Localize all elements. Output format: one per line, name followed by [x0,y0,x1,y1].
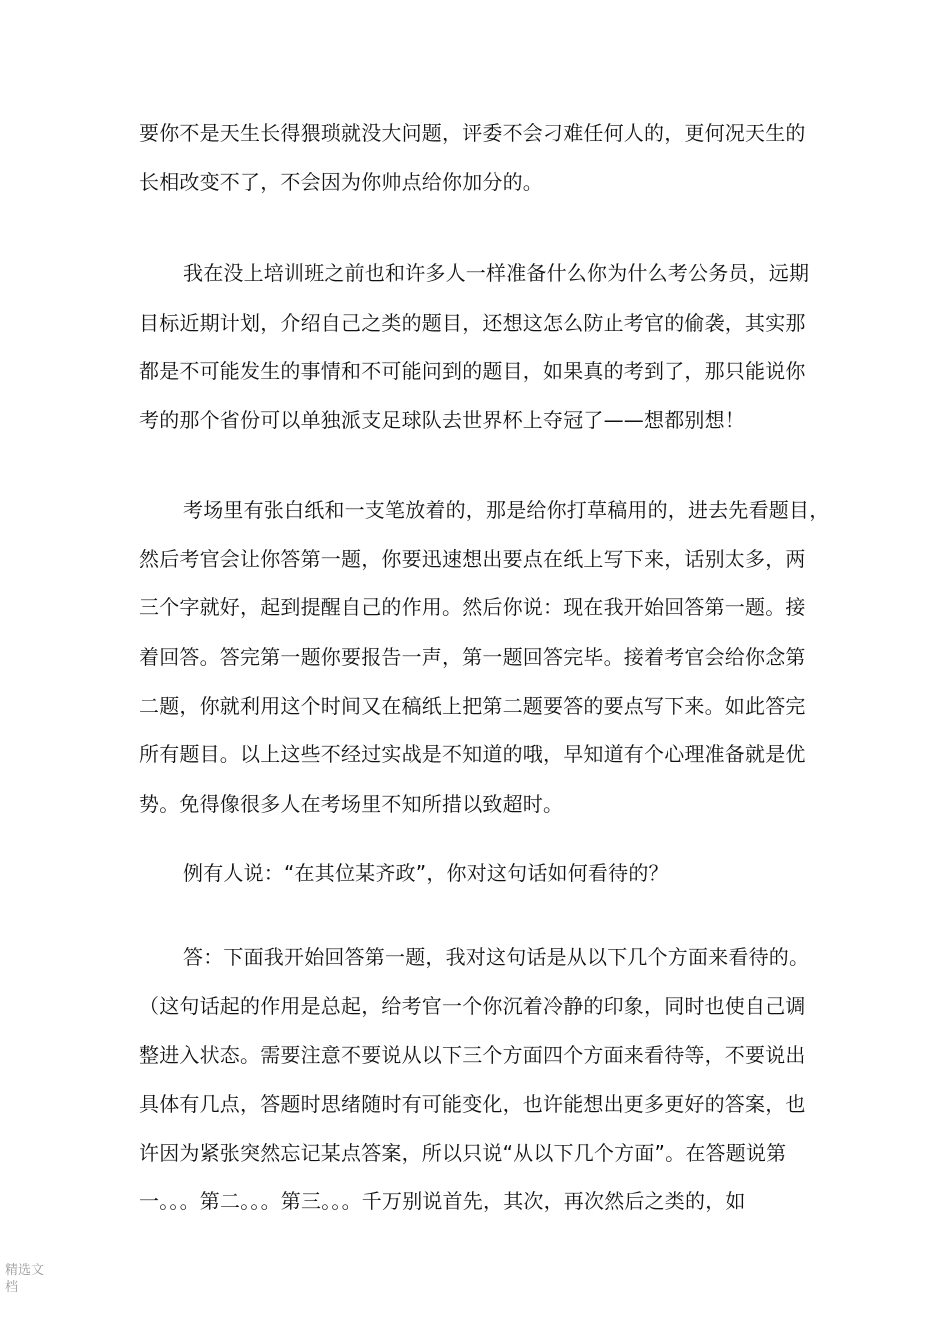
text-line: 具体有几点，答题时思绪随时有可能变化，也许能想出更多更好的答案，也 [139,1092,806,1116]
watermark-text: 精选文档 [5,1263,45,1295]
text-line: 答：下面我开始回答第一题，我对这句话是从以下几个方面来看待的。 [183,945,810,969]
text-line: 许因为紧张突然忘记某点答案，所以只说“从以下几个方面”。在答题说第 [139,1141,787,1165]
text-line: 都是不可能发生的事情和不可能问到的题目，如果真的考到了，那只能说你 [139,359,806,383]
text-line: （这句话起的作用是总起，给考官一个你沉着冷静的印象，同时也使自己调 [139,994,806,1018]
text-line: 我在没上培训班之前也和许多人一样准备什么你为什么考公务员，远期 [183,261,810,285]
text-line: 考场里有张白纸和一支笔放着的，那是给你打草稿用的，进去先看题目， [183,498,830,522]
text-line: 二题，你就利用这个时间又在稿纸上把第二题要答的要点写下来。如此答完 [139,694,806,718]
text-line: 势。免得像很多人在考场里不知所措以致超时。 [139,792,564,816]
text-line: 考的那个省份可以单独派支足球队去世界杯上夺冠了——想都别想！ [139,408,745,432]
text-line: 一。。。第二。。。第三。。。千万别说首先，其次，再次然后之类的，如 [139,1189,746,1213]
text-line: 例有人说：“在其位某齐政”，你对这句话如何看待的？ [183,861,669,885]
text-line: 要你不是天生长得猥琐就没大问题，评委不会刁难任何人的，更何况天生的 [139,121,806,145]
text-line: 长相改变不了，不会因为你帅点给你加分的。 [139,170,543,194]
text-line: 目标近期计划，介绍自己之类的题目，还想这怎么防止考官的偷袭，其实那 [139,311,806,335]
text-line: 三个字就好，起到提醒自己的作用。然后你说：现在我开始回答第一题。接 [139,595,806,619]
text-line: 然后考官会让你答第一题，你要迅速想出要点在纸上写下来，话别太多，两 [139,547,806,571]
text-line: 整进入状态。需要注意不要说从以下三个方面四个方面来看待等，不要说出 [139,1043,806,1067]
text-line: 所有题目。以上这些不经过实战是不知道的哦，早知道有个心理准备就是优 [139,742,806,766]
text-line: 着回答。答完第一题你要报告一声，第一题回答完毕。接着考官会给你念第 [139,645,806,669]
